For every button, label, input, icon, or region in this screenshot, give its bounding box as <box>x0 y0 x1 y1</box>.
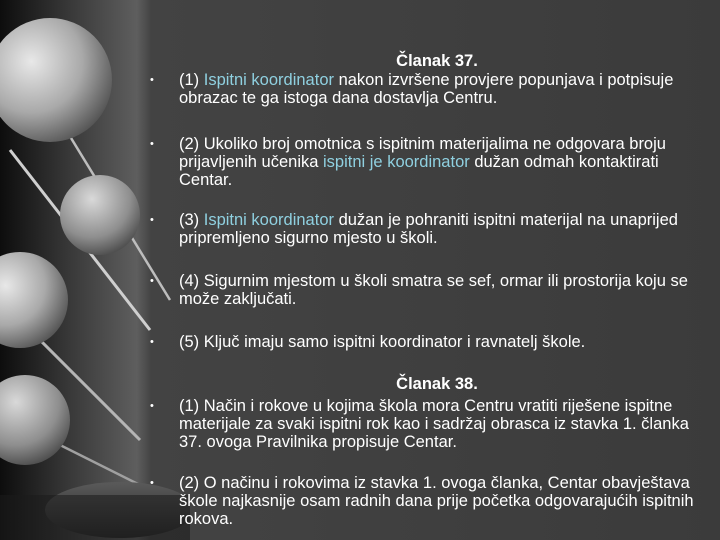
highlighted-term: ispitni je koordinator <box>323 153 470 171</box>
item-text: (2) O načinu i rokovima iz stavka 1. ovoga članka, Centar obavještava škole najkasnije osam radnih dana prije početka odgovarajućih ispitnih rokova. <box>179 474 694 528</box>
bullet: • <box>150 214 154 226</box>
list-item <box>140 71 708 107</box>
item-text: (2) Ukoliko broj omotnica s ispitnim materijalima ne odgovara broju prijavljenih učenika ispitni je koordinator dužan odmah kontaktirati Centar. <box>179 135 666 189</box>
list-item <box>140 272 708 308</box>
bullet: • <box>150 275 154 287</box>
highlighted-term: Ispitni koordinator <box>203 71 334 89</box>
article-38-heading: Članak 38. <box>396 375 478 393</box>
bullet: • <box>150 477 154 489</box>
list-item <box>140 135 708 189</box>
item-text: (3) Ispitni koordinator dužan je pohraniti ispitni materijal na unaprijed pripremljeno sigurno mjesto u školi. <box>179 211 678 247</box>
bullet: • <box>150 74 154 86</box>
highlighted-term: Ispitni koordinator <box>203 211 334 229</box>
item-text: (4) Sigurnim mjestom u školi smatra se sef, ormar ili prostorija koju se može zaključati. <box>179 272 688 308</box>
list-item <box>140 211 708 247</box>
item-text: (1) Način i rokove u kojima škola mora Centru vratiti riješene ispitne materijale za svaki ispitni rok kao i sadržaj obrasca iz stavka 1. članka 37. ovoga Pravilnika propisuje Centar. <box>179 397 689 451</box>
article-37-heading: Članak 37. <box>396 52 478 70</box>
item-text: (1) Ispitni koordinator nakon izvršene provjere popunjava i potpisuje obrazac te ga istoga dana dostavlja Centru. <box>179 71 674 107</box>
slide-content <box>140 0 710 540</box>
item-text: (5) Ključ imaju samo ispitni koordinator i ravnatelj škole. <box>179 333 586 351</box>
list-item <box>140 474 708 528</box>
bullet: • <box>150 336 154 348</box>
list-item <box>140 397 708 451</box>
list-item <box>140 333 708 351</box>
bullet: • <box>150 138 154 150</box>
bullet: • <box>150 400 154 412</box>
